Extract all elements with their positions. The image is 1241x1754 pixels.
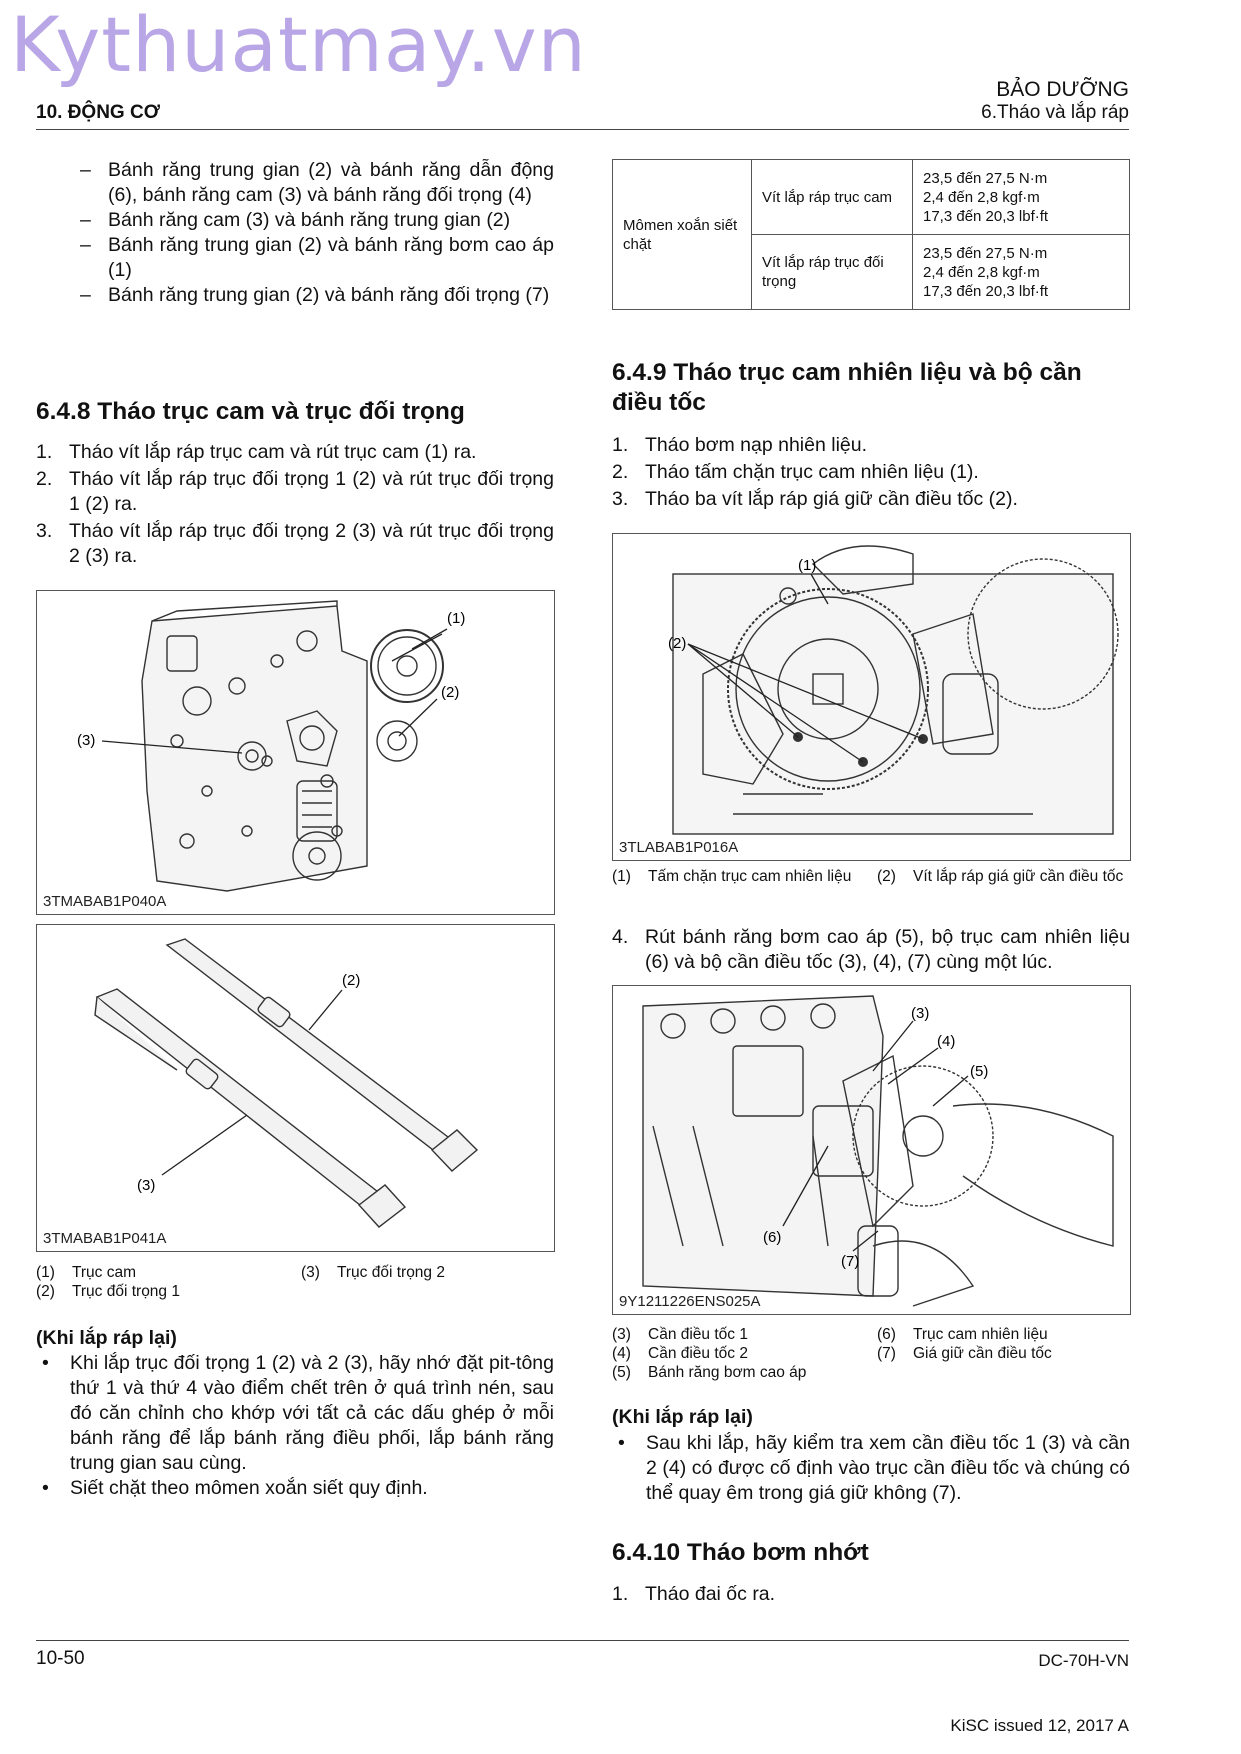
- shafts-illustration: [37, 925, 553, 1250]
- callout-label: (1): [798, 557, 817, 574]
- table-value: 23,5 đến 27,5 N·m 2,4 đến 2,8 kgf·m 17,3 đến 20,3 lbf·ft: [913, 160, 1130, 235]
- governor-illustration: [613, 986, 1129, 1313]
- list-item: 3. Tháo vít lắp ráp trục đối trọng 2 (3) và rút trục đối trọng 2 (3) ra.: [36, 520, 554, 567]
- caption-item: (5) Bánh răng bơm cao áp: [612, 1364, 807, 1381]
- figure-caption: [877, 867, 1132, 886]
- callout-label: (7): [841, 1253, 860, 1270]
- dash-list: [80, 158, 554, 308]
- watermark: Kythuatmay.vn: [10, 0, 587, 89]
- page-number: 10-50: [36, 1648, 85, 1669]
- reassembly-title: (Khi lắp ráp lại): [36, 1327, 177, 1349]
- caption-item: (2) Vít lắp ráp giá giữ cần điều tốc: [877, 868, 1124, 885]
- step-4: [612, 925, 1130, 977]
- callout-label: (3): [77, 732, 96, 749]
- issue-note: KiSC issued 12, 2017 A: [950, 1716, 1129, 1735]
- figure-caption: [612, 867, 867, 886]
- callout-label: (2): [441, 684, 460, 701]
- bullet-item: • Siết chặt theo mômen xoắn siết quy định.: [42, 1477, 428, 1499]
- section-title: BẢO DƯỠNG: [996, 78, 1129, 101]
- list-item: 4. Rút bánh răng bơm cao áp (5), bộ trục cam nhiên liệu (6) và bộ cần điều tốc (3), (4), (7) cùng một lúc.: [612, 926, 1130, 973]
- caption-item: (3) Trục đối trọng 2: [301, 1264, 445, 1281]
- table-item: Vít lắp ráp trục cam: [752, 160, 913, 235]
- table-item: Vít lắp ráp trục đối trọng: [752, 235, 913, 310]
- table-value: 23,5 đến 27,5 N·m 2,4 đến 2,8 kgf·m 17,3 đến 20,3 lbf·ft: [913, 235, 1130, 310]
- callout-label: (3): [911, 1005, 930, 1022]
- engine-illustration: [37, 591, 553, 913]
- list-item: 1. Tháo đai ốc ra.: [612, 1583, 776, 1605]
- bullet-list: [36, 1351, 554, 1501]
- figure-caption: [877, 1325, 1132, 1363]
- steps-list: [612, 433, 1130, 514]
- bullet-item: • Khi lắp trục đối trọng 1 (2) và 2 (3), hãy nhớ đặt pit-tông thứ 1 và thứ 4 vào điểm chết trên ở quá trình nén, sau đó căn chỉnh cho khớp với tất cả các dấu ghép ở mỗi bánh răng để lắp bánh răng điều phối, lắp bánh răng trung gian sau cùng.: [42, 1352, 554, 1474]
- figure-caption: [301, 1263, 555, 1282]
- figure-governor: [612, 985, 1131, 1315]
- bullet-item: • Sau khi lắp, hãy kiểm tra xem cần điều tốc 1 (3) và cần 2 (4) có được cố định vào trục cần điều tốc và chúng có thể quay êm trong giá giữ không (7).: [618, 1432, 1130, 1504]
- dash-item: – Bánh răng trung gian (2) và bánh răng đối trọng (7): [80, 284, 550, 306]
- figure-code: 3TMABAB1P040A: [43, 893, 167, 910]
- heading-6-4-10: 6.4.10 Tháo bơm nhớt: [612, 1539, 869, 1566]
- steps-list: [612, 1582, 1130, 1609]
- callout-label: (1): [447, 610, 466, 627]
- dash-item: – Bánh răng trung gian (2) và bánh răng dẫn động (6), bánh răng cam (3) và bánh răng đối trọng (4): [80, 159, 554, 206]
- figure-caption: [612, 1325, 867, 1382]
- figure-fuel-camshaft: [612, 533, 1131, 861]
- figure-engine-camshaft: [36, 590, 555, 915]
- callout-label: (4): [937, 1033, 956, 1050]
- steps-list: [36, 440, 554, 571]
- heading-6-4-8: 6.4.8 Tháo trục cam và trục đối trọng: [36, 398, 465, 425]
- figure-code: 3TLABAB1P016A: [619, 839, 739, 856]
- callout-label: (2): [668, 635, 687, 652]
- heading-6-4-9: 6.4.9 Tháo trục cam nhiên liệu và bộ cần điều tốc: [612, 359, 1082, 416]
- caption-item: (2) Trục đối trọng 1: [36, 1283, 180, 1300]
- caption-item: (6) Trục cam nhiên liệu: [877, 1326, 1048, 1343]
- figure-caption: [36, 1263, 296, 1301]
- list-item: 1. Tháo bơm nạp nhiên liệu.: [612, 434, 868, 456]
- callout-label: (6): [763, 1229, 782, 1246]
- gear-illustration: [613, 534, 1129, 859]
- caption-item: (4) Cần điều tốc 2: [612, 1345, 748, 1362]
- caption-item: (1) Trục cam: [36, 1264, 137, 1281]
- caption-item: (1) Tấm chặn trục cam nhiên liệu: [612, 868, 852, 885]
- chapter-title: 10. ĐỘNG CƠ: [36, 102, 160, 123]
- footer-rule: [36, 1640, 1129, 1641]
- reassembly-title: (Khi lắp ráp lại): [612, 1406, 753, 1428]
- figure-code: 3TMABAB1P041A: [43, 1230, 167, 1247]
- list-item: 1. Tháo vít lắp ráp trục cam và rút trục cam (1) ra.: [36, 441, 477, 463]
- figure-code: 9Y1211226ENS025A: [619, 1293, 761, 1310]
- table-label: Mômen xoắn siết chặt: [613, 160, 752, 310]
- header-rule: [36, 129, 1129, 130]
- list-item: 2. Tháo tấm chặn trục cam nhiên liệu (1).: [612, 461, 979, 483]
- dash-item: – Bánh răng trung gian (2) và bánh răng bơm cao áp (1): [80, 234, 554, 281]
- subsection-title: 6.Tháo và lắp ráp: [981, 102, 1129, 123]
- doc-code: DC-70H-VN: [1038, 1651, 1129, 1670]
- callout-label: (3): [137, 1177, 156, 1194]
- bullet-list: [612, 1431, 1130, 1506]
- callout-label: (2): [342, 972, 361, 989]
- caption-item: (3) Cần điều tốc 1: [612, 1326, 748, 1343]
- callout-label: (5): [970, 1063, 989, 1080]
- list-item: 3. Tháo ba vít lắp ráp giá giữ cần điều tốc (2).: [612, 488, 1018, 510]
- dash-item: – Bánh răng cam (3) và bánh răng trung gian (2): [80, 209, 511, 231]
- caption-item: (7) Giá giữ cần điều tốc: [877, 1345, 1052, 1362]
- figure-balancer-shafts: [36, 924, 555, 1252]
- torque-table: [612, 159, 1130, 310]
- list-item: 2. Tháo vít lắp ráp trục đối trọng 1 (2) và rút trục đối trọng 1 (2) ra.: [36, 468, 554, 515]
